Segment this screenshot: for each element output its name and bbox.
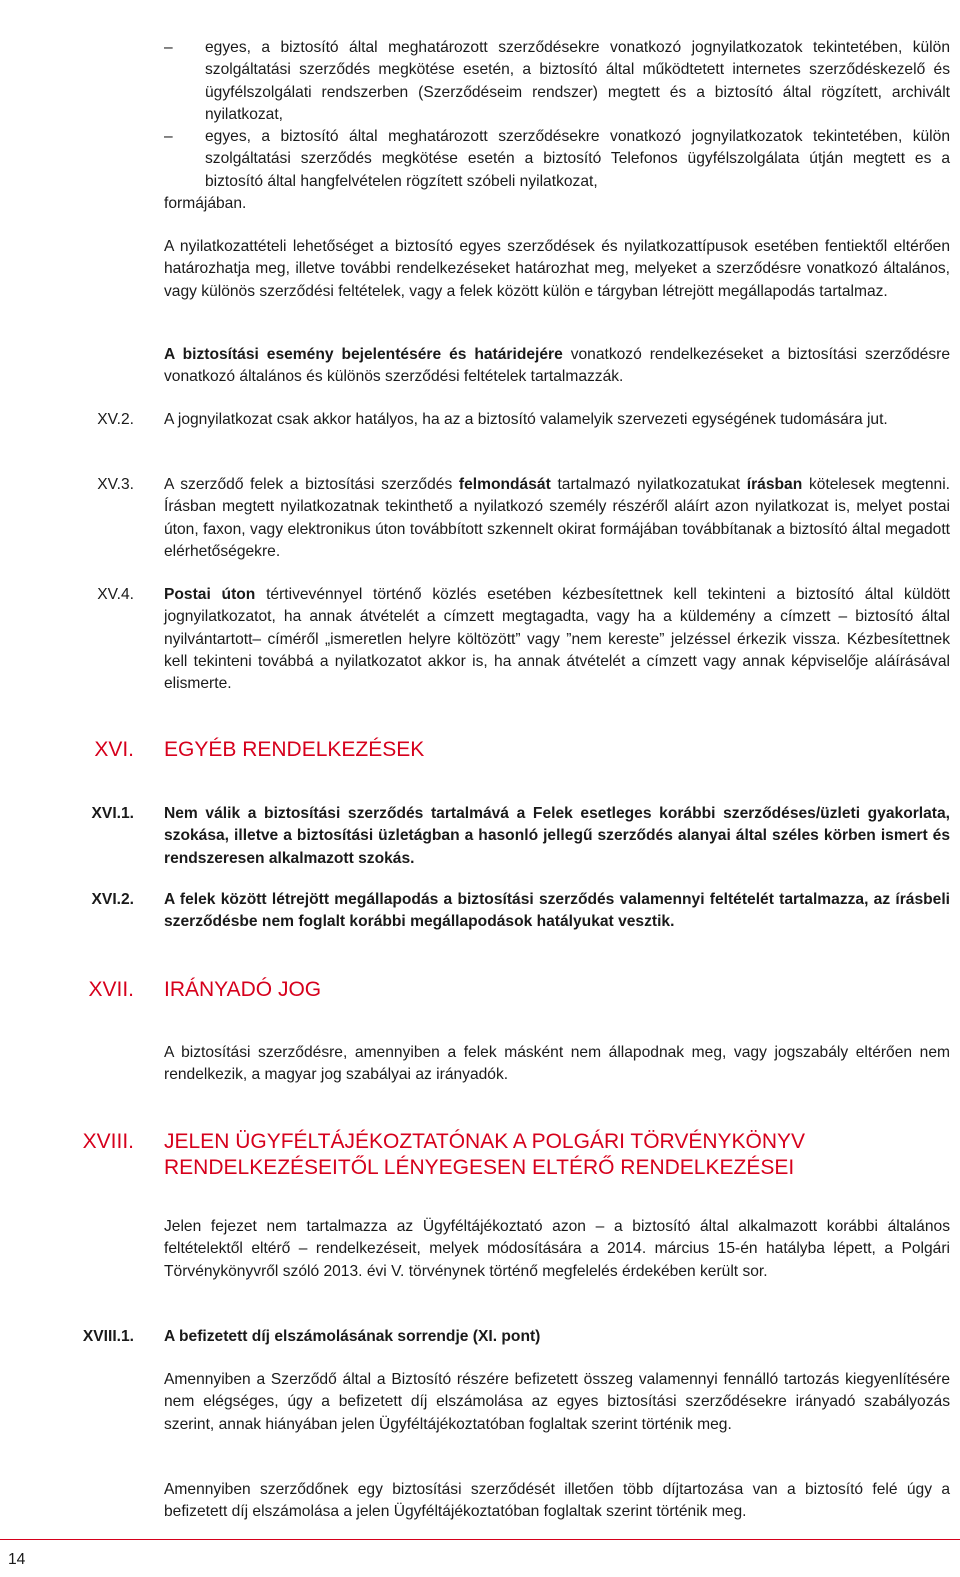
paragraph-payment-order-2: Amennyiben szerződőnek egy biztosítási szerződését illetően több díjtartozása van a biztosító felé úgy a befizetett díj elszámolása a jelen Ügyféltájékoztatóban foglaltak szerint történik meg.: [164, 1481, 950, 1521]
section-number-xviii: XVIII.: [82, 1130, 134, 1153]
footer-rule: [0, 1539, 960, 1540]
clause-text-xv3: [164, 474, 950, 563]
section-number-xvi: XVI.: [94, 738, 134, 761]
clause-text-part: tértivevénnyel történő közlés esetében kézbesítettnek kell tekinteni a biztosító által küldött jognyilatkozatot, ha annak átvételét a címzett megtagadta, vagy ha a küldemény a címzett – biztosító által nyilvántartott– címéről „ismeretlen helyre költözött” vagy ”nem kereste” jelzéssel érkezik vissza. Kézbesítettnek kell tekinteni továbbá a nyilatkozatot akkor is, ha annak átvételét a címzett vagy annak képviselője aláírásával elismerte.: [164, 586, 951, 693]
section-title-line: JELEN ÜGYFÉLTÁJÉKOZTATÓNAK A POLGÁRI TÖRVÉNYKÖNYV: [164, 1130, 806, 1153]
clause-heading-xviii1: A befizetett díj elszámolásának sorrendje (XI. pont): [164, 1328, 541, 1345]
clause-text-xv4: [164, 584, 950, 695]
section-title-xviii: [164, 1129, 950, 1181]
clause-text-xvi2: A felek között létrejött megállapodás a biztosítási szerződés valamennyi feltételét tartalmazza, az írásbeli szerződésbe nem foglalt korábbi megállapodások hatályukat vesztik.: [164, 891, 950, 931]
section-title-xvi: EGYÉB RENDELKEZÉSEK: [164, 738, 425, 761]
section-title-line: RENDELKEZÉSEITŐL LÉNYEGESEN ELTÉRŐ RENDELKEZÉSEI: [164, 1156, 795, 1179]
bold-phrase: A biztosítási esemény bejelentésére és határidejére: [164, 346, 563, 363]
paragraph-governing-law: A biztosítási szerződésre, amennyiben a felek másként nem állapodnak meg, vagy jogszabály eltérően nem rendelkezik, a magyar jog szabályai az irányadók.: [164, 1044, 950, 1084]
clause-text-part: A szerződő felek a biztosítási szerződés: [164, 476, 459, 493]
bold-phrase: Postai úton: [164, 586, 256, 603]
list-item-phone-declaration: [164, 126, 950, 193]
clause-text-part: tartalmazó nyilatkozatukat: [550, 476, 747, 493]
dash-bullet: –: [164, 39, 173, 56]
list-item-text: egyes, a biztosító által meghatározott szerződésekre vonatkozó jognyilatkozatok tekintetében, külön szolgáltatási szerződés megkötése esetén a biztosító Telefonos ügyfélszolgálata útján megtett es a biztosító által hangfelvételen rögzített szóbeli nyilatkozat,: [205, 128, 950, 190]
clause-text-part: kötelesek megtenni. Írásban megtett nyilatkozatnak tekinthető a nyilatkozó személy részéről aláírt azon nyilatkozat is, melyet postai úton, faxon, vagy elektronikus úton továbbított szkennelt okirat formájában továbbítanak a biztosító által megadott elérhetőségekre.: [164, 476, 950, 560]
bold-phrase: írásban: [746, 476, 803, 493]
clause-number-xvi2: XVI.2.: [91, 891, 134, 908]
paragraph-text: vonatkozó rendelkezéseket a biztosítási szerződésre vonatkozó általános és különös szerződési feltételek tartalmazzák.: [164, 346, 950, 386]
section-title-xvii: IRÁNYADÓ JOG: [164, 978, 322, 1001]
paragraph-tail: formájában.: [164, 195, 247, 212]
paragraph-insured-event: [164, 344, 950, 389]
paragraph-payment-order: Amennyiben a Szerződő által a Biztosító részére befizetett összeg valamennyi fennálló tartozás kiegyenlítésére nem elégséges, úgy a befizetett díj elszámolása az egyes biztosítási szerződésekre irányadó szabályozás szerint, annak hiányában jelen Ügyféltájékoztatóban foglaltak szerint történik meg.: [164, 1371, 950, 1433]
clause-text-xv2: A jognyilatkozat csak akkor hatályos, ha az a biztosító valamelyik szervezeti egységének tudomására jut.: [164, 411, 888, 428]
bold-phrase: felmondását: [458, 476, 551, 493]
clause-number-xvi1: XVI.1.: [91, 805, 134, 822]
clause-number-xv3: XV.3.: [97, 476, 134, 493]
clause-number-xv4: XV.4.: [97, 586, 134, 603]
clause-text-xvi1: Nem válik a biztosítási szerződés tartalmává a Felek esetleges korábbi szerződéses/üzleti gyakorlata, szokása, illetve a biztosítási üzletágban a hasonló jellegű szerződés alanyai által széles körben ismert és rendszeresen alkalmazott szokás.: [164, 805, 950, 867]
dash-bullet: –: [164, 128, 173, 145]
section-number-xvii: XVII.: [88, 978, 134, 1001]
list-item-text: egyes, a biztosító által meghatározott szerződésekre vonatkozó jognyilatkozatok tekintetében, külön szolgáltatási szerződés megkötése esetén, a biztosító által működtetett internetes szerződéskezelő és ügyfélszolgálati rendszerben (Szerződéseim rendszer) megtett és a biztosító által rögzített, archivált nyilatkozat,: [205, 39, 950, 123]
paragraph-declaration-options: A nyilatkozattételi lehetőséget a biztosító egyes szerződések és nyilatkozattípusok esetében fentiektől eltérően határozhatja meg, illetve további rendelkezéseket határozhat meg, melyeket a szerződésre vonatkozó általános, vagy különös szerződési feltételek, vagy a felek között külön e tárgyban létrejött megállapodás tartalmaz.: [164, 238, 950, 300]
page-number: 14: [8, 1551, 26, 1568]
clause-number-xviii1: XVIII.1.: [82, 1328, 134, 1345]
list-item-internet-declaration: [164, 37, 950, 126]
paragraph-deviations: Jelen fejezet nem tartalmazza az Ügyféltájékoztató azon – a biztosító által alkalmazott korábbi általános feltételektől eltérő – rendelkezéseit, melyek módosítására a 2014. március 15-én hatályba lépett, a Polgári Törvénykönyvről szóló 2013. évi V. törvénynek történő megfelelés érdekében került sor.: [164, 1218, 950, 1280]
clause-number-xv2: XV.2.: [97, 411, 134, 428]
